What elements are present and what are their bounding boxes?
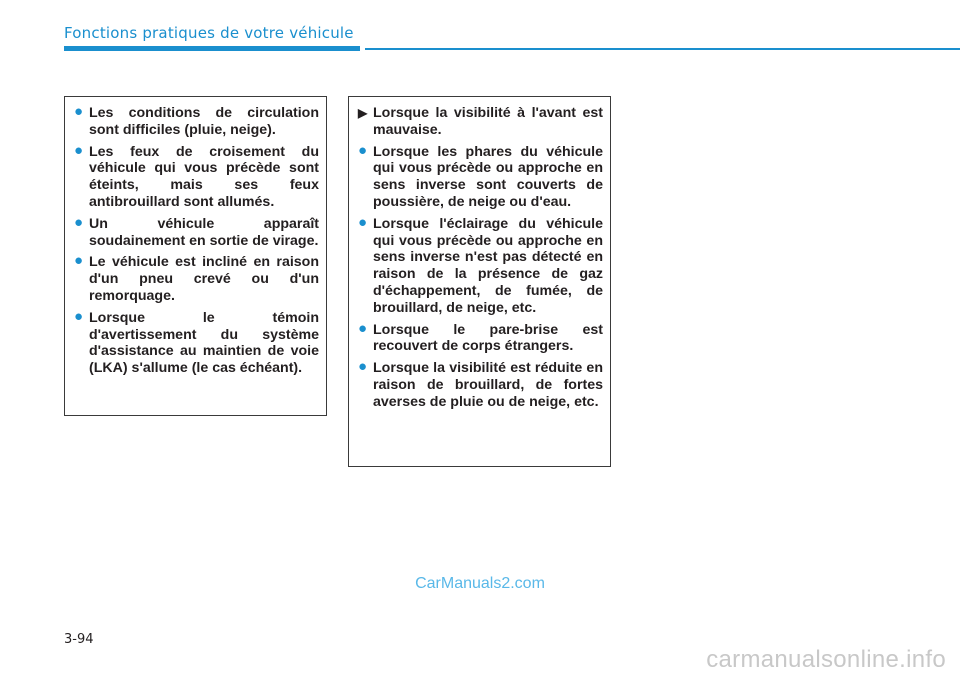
list-item-text: Le véhicule est incliné en raison d'un pneu crevé ou d'un remorquage. [89, 254, 319, 304]
bullet-icon: ● [358, 358, 368, 376]
list-item-text: Un véhicule apparaît soudainement en sortie de virage. [89, 215, 319, 249]
bullet-icon: ● [74, 103, 84, 120]
bullet-icon: ● [74, 252, 84, 270]
left-info-box [64, 96, 327, 416]
carmanuals-watermark: CarManuals2.com [415, 575, 545, 592]
bullet-icon: ● [74, 213, 84, 231]
list-item [358, 213, 603, 317]
list-item [74, 307, 319, 377]
bullet-icon: ● [74, 141, 84, 159]
header-rule-thin [365, 48, 960, 50]
list-item [74, 141, 319, 211]
bullet-icon: ● [74, 307, 84, 325]
bullet-icon: ● [358, 213, 368, 231]
list-item [74, 105, 319, 139]
list-item [74, 213, 319, 250]
bullet-icon: ● [358, 141, 368, 159]
left-bullet-list [74, 105, 319, 377]
list-item [358, 141, 603, 211]
lead-item [358, 105, 603, 139]
list-item [358, 319, 603, 356]
list-item-text: Lorsque le pare-brise est recouvert de corps étrangers. [373, 321, 603, 355]
lead-item-text: Lorsque la visibilité à l'avant est mauvaise. [373, 105, 603, 138]
list-item [74, 254, 319, 304]
bullet-icon: ● [358, 319, 368, 337]
arrow-right-icon: ▶ [358, 106, 368, 120]
list-item [358, 360, 603, 410]
list-item-text: Les feux de croisement du véhicule qui vous précède sont éteints, mais ses feux antibrouillard sont allumés. [89, 143, 319, 210]
right-bullet-list [358, 141, 603, 411]
page-header-title: Fonctions pratiques de votre véhicule [64, 24, 354, 42]
page-number: 3-94 [64, 632, 94, 647]
list-item-text: Lorsque le témoin d'avertissement du système d'assistance au maintien de voie (LKA) s'allume (le cas échéant). [89, 309, 319, 377]
list-item-text: Lorsque les phares du véhicule qui vous précède ou approche en sens inverse sont couverts de poussière, de neige ou d'eau. [373, 143, 603, 210]
right-info-box [348, 96, 611, 467]
list-item-text: Les conditions de circulation sont difficiles (pluie, neige). [89, 105, 319, 138]
header-rule-thick [64, 46, 360, 51]
list-item-text: Lorsque la visibilité est réduite en raison de brouillard, de fortes averses de pluie ou de neige, etc. [373, 360, 603, 410]
footer-watermark: carmanualsonline.info [706, 646, 946, 673]
list-item-text: Lorsque l'éclairage du véhicule qui vous précède ou approche en sens inverse n'est pas détecté en raison de la présence de gaz d'échappement, de fumée, de brouillard, de neige, etc. [373, 215, 603, 316]
